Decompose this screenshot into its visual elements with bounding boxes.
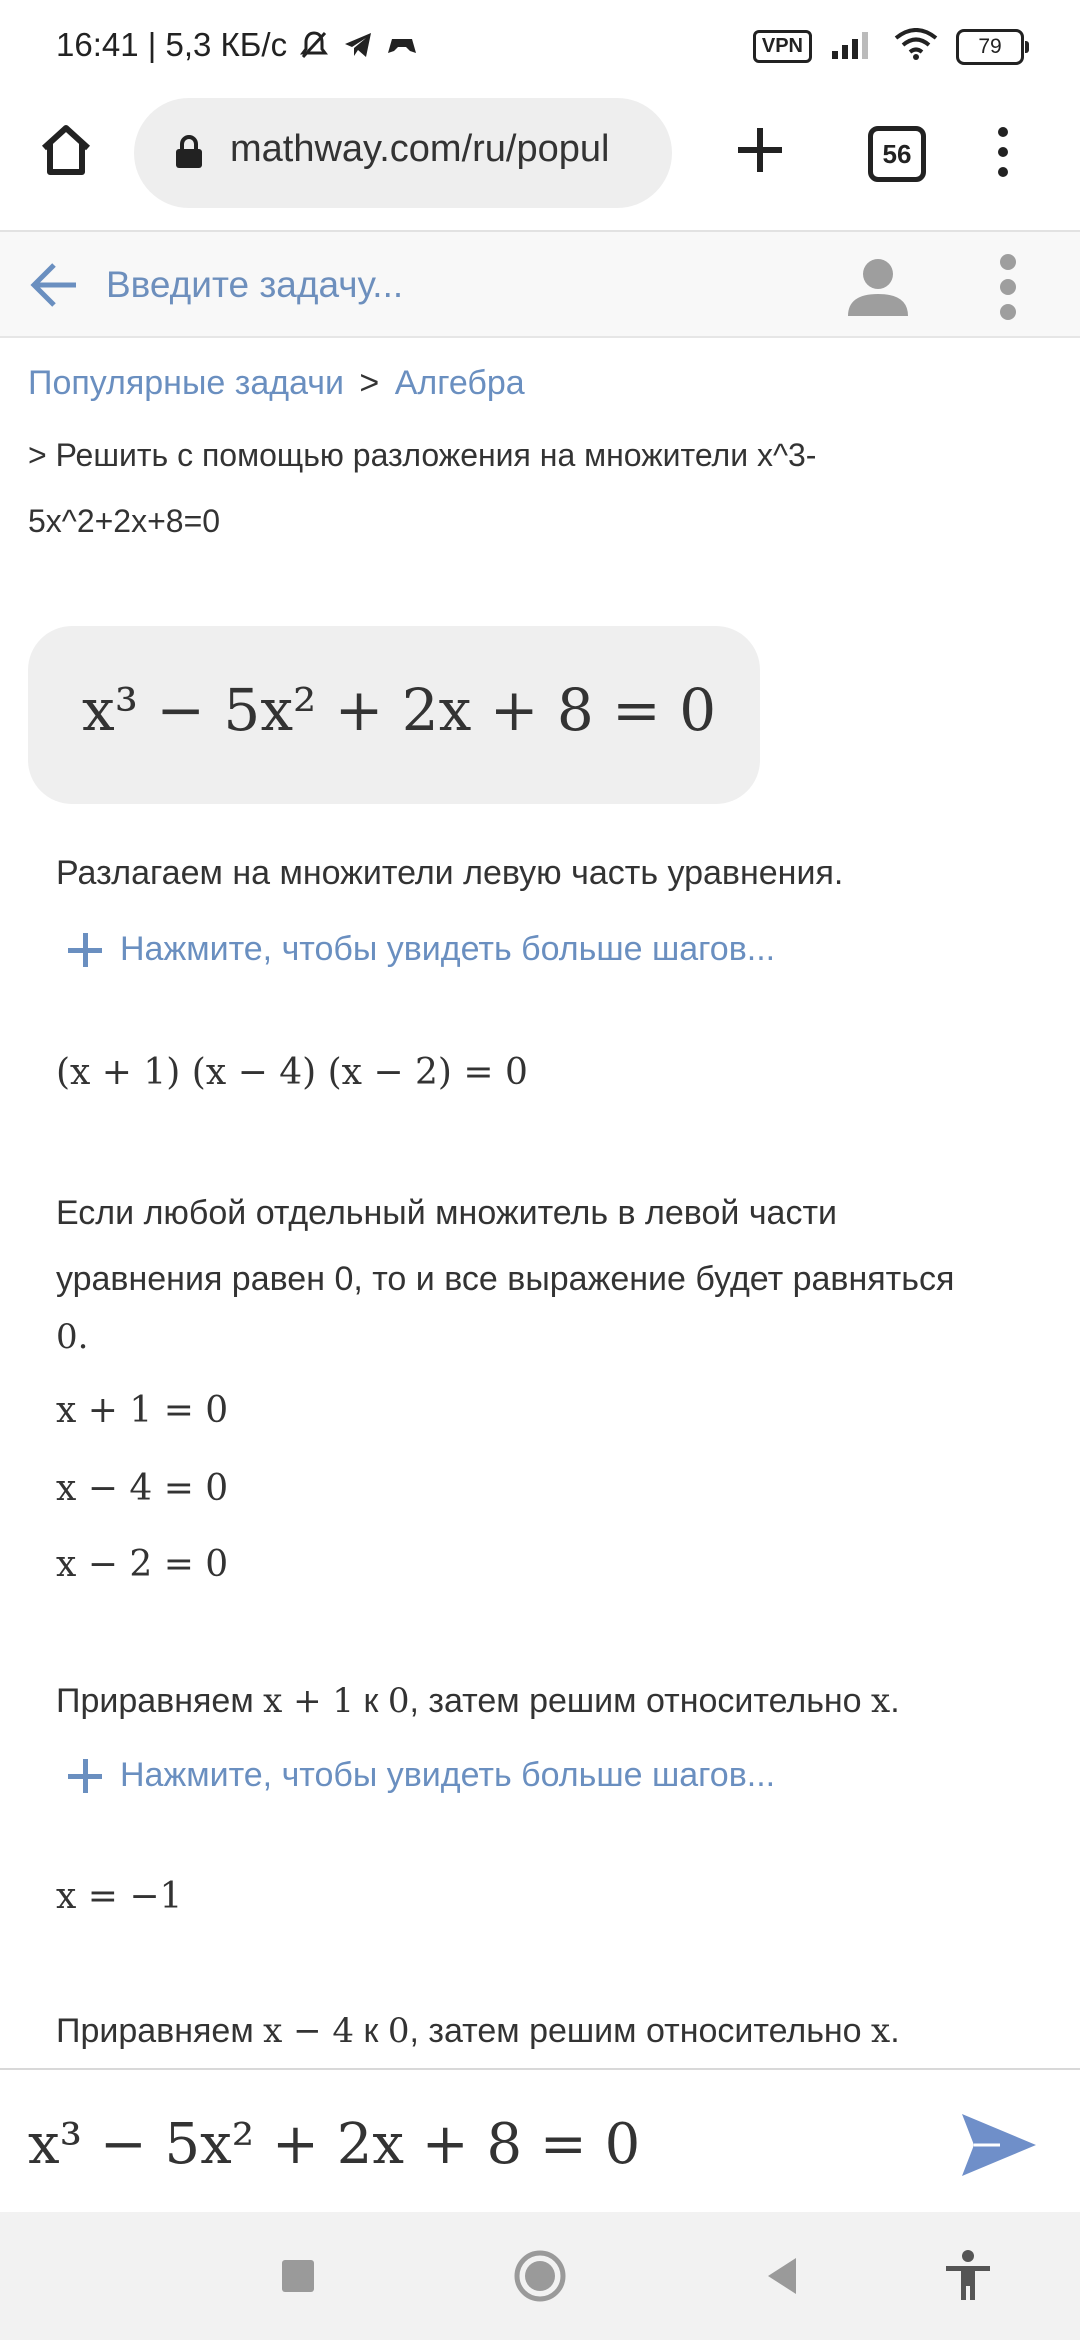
vpn-badge: VPN	[753, 30, 812, 63]
step-3-text-c: , затем решим относительно	[409, 1682, 862, 1720]
problem-box	[28, 626, 760, 804]
step-4-math: x − 4	[263, 2011, 355, 2051]
app-toolbar	[0, 232, 1080, 338]
step-4-text-b: к	[363, 2012, 379, 2050]
page-title	[28, 422, 1038, 488]
breadcrumb	[28, 364, 525, 403]
back-nav-icon[interactable]	[754, 2248, 810, 2304]
step-1-text: Разлагаем на множители левую часть уравнения.	[56, 854, 844, 892]
tab-switcher-button[interactable]: 56	[868, 126, 926, 182]
status-left	[56, 26, 419, 64]
problem-expression: x³ − 5x² + 2x + 8 = 0	[82, 676, 717, 744]
battery-indicator: 79	[956, 29, 1024, 65]
signal-icon	[830, 29, 876, 64]
step-4-text-c: , затем решим относительно	[409, 2012, 862, 2050]
browser-toolbar	[0, 92, 1080, 232]
new-tab-icon[interactable]	[732, 122, 788, 178]
accessibility-icon[interactable]	[940, 2248, 996, 2304]
plus-icon	[68, 933, 102, 967]
step-3-end: .	[890, 1682, 900, 1720]
status-right	[753, 28, 1024, 65]
home-nav-icon[interactable]	[512, 2248, 568, 2304]
step-3-text-a: Приравняем	[56, 1682, 254, 1720]
wifi-icon	[894, 28, 938, 65]
status-bar	[0, 0, 1080, 92]
plus-icon	[68, 1759, 102, 1793]
equation-2: x − 4 = 0	[56, 1468, 229, 1509]
title-line-1: Решить с помощью разложения на множители x^3-	[55, 437, 817, 473]
expand-steps-link-1[interactable]	[68, 930, 775, 969]
step-2-line-1: Если любой отдельный множитель в левой части	[56, 1194, 838, 1232]
step-3-zero: 0	[387, 1681, 410, 1721]
problem-search-input[interactable]	[104, 252, 808, 318]
problem-input-field[interactable]: x³ − 5x² + 2x + 8 = 0	[28, 2112, 641, 2177]
expand-steps-label-2: Нажмите, чтобы увидеть больше шагов...	[120, 1756, 776, 1794]
title-prefix: >	[28, 437, 47, 473]
step-3-math: x + 1	[263, 1681, 355, 1721]
step-3-result: x = −1	[56, 1876, 183, 1917]
step-2-line-2: уравнения равен 0, то и все выражение будет равняться	[56, 1260, 955, 1298]
lock-icon	[174, 134, 204, 175]
step-4-var: x	[871, 2011, 891, 2051]
gamepad-icon	[385, 28, 419, 62]
home-icon[interactable]	[36, 120, 96, 180]
address-bar[interactable]	[134, 98, 672, 208]
recent-apps-icon[interactable]	[270, 2248, 326, 2304]
status-time-speed: 16:41 | 5,3 КБ/с	[56, 26, 288, 63]
step-3-var: x	[871, 1681, 891, 1721]
send-icon[interactable]	[960, 2112, 1038, 2178]
user-avatar-icon[interactable]	[842, 250, 914, 322]
step-3-text	[56, 1668, 1036, 1734]
step-4-text	[56, 1998, 1036, 2064]
step-4-end: .	[890, 2012, 900, 2050]
page-title-continued	[28, 488, 1038, 554]
problem-input-bar	[0, 2068, 1080, 2212]
app-menu-icon[interactable]	[996, 252, 1020, 322]
step-4-text-a: Приравняем	[56, 2012, 254, 2050]
browser-menu-icon[interactable]	[990, 122, 1016, 182]
expand-steps-link-2[interactable]	[68, 1756, 775, 1795]
step-4-zero: 0	[387, 2011, 410, 2051]
equation-1: x + 1 = 0	[56, 1390, 229, 1431]
breadcrumb-algebra[interactable]: Алгебра	[394, 364, 525, 402]
bell-off-icon	[297, 28, 331, 62]
breadcrumb-popular-problems[interactable]: Популярные задачи	[28, 364, 344, 402]
expand-steps-label-1: Нажмите, чтобы увидеть больше шагов...	[120, 930, 776, 968]
step-1-result: (x + 1) (x − 4) (x − 2) = 0	[56, 1052, 528, 1093]
step-3-text-b: к	[363, 1682, 379, 1720]
breadcrumb-separator: >	[359, 364, 380, 402]
telegram-icon	[341, 28, 375, 62]
step-2-line-3: 0.	[56, 1317, 89, 1357]
system-nav-bar	[0, 2212, 1080, 2340]
equation-3: x − 2 = 0	[56, 1544, 229, 1585]
url-text: mathway.com/ru/popul	[230, 128, 610, 170]
title-line-2: 5x^2+2x+8=0	[28, 503, 221, 539]
back-arrow-icon[interactable]	[28, 260, 80, 310]
